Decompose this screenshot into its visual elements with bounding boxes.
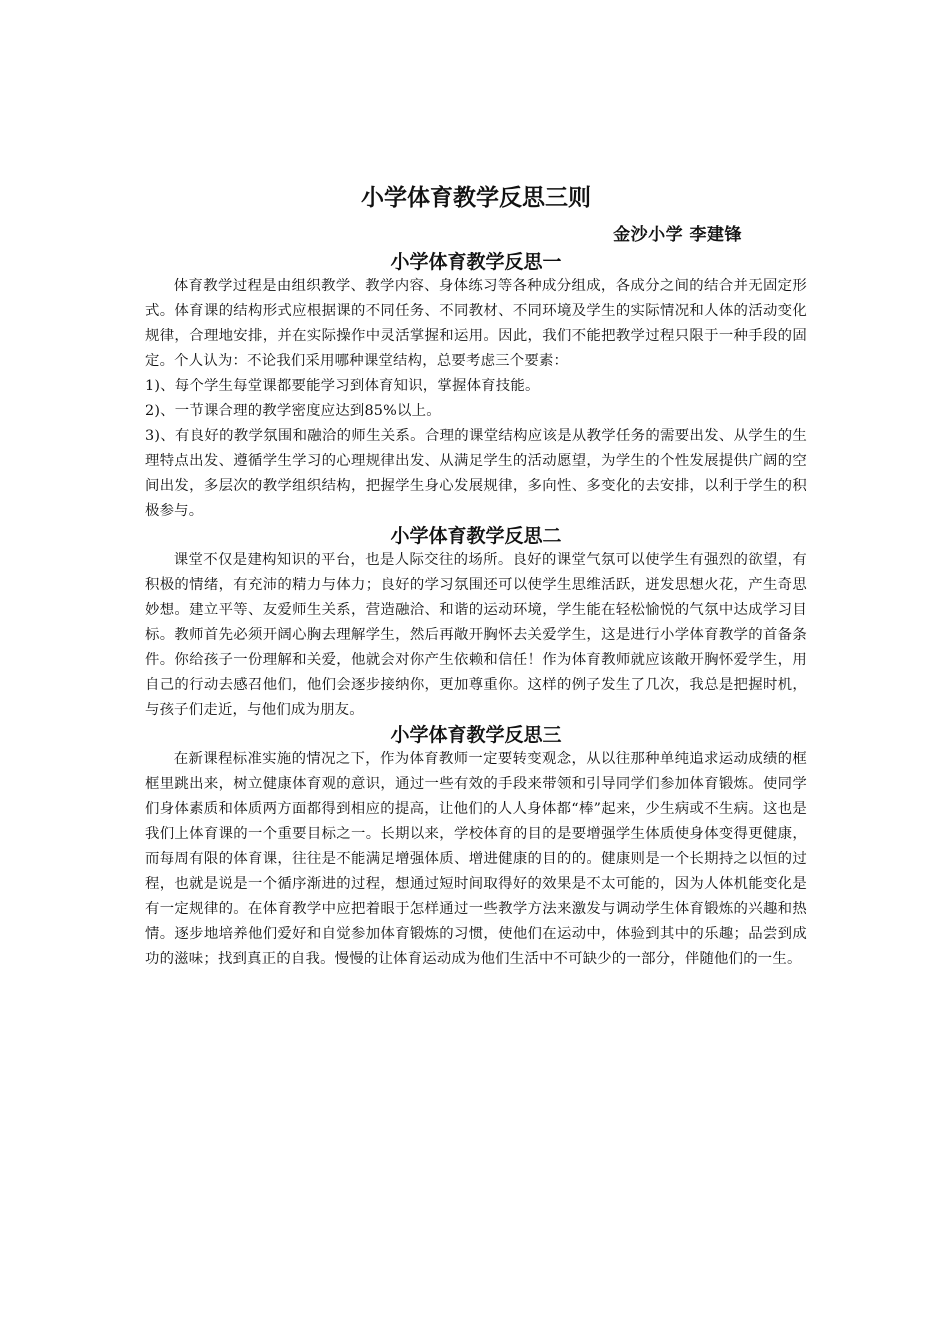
- section-2-body: 课堂不仅是建构知识的平台，也是人际交往的场所。良好的课堂气氛可以使学生有强烈的欲望，有积极的情绪，有充沛的精力与体力；良好的学习氛围还可以使学生思维活跃，迸发思想火花，产生奇思妙想。建立平等、友爱师生关系，营造融洽、和谐的运动环境，学生能在轻松愉悦的气氛中达成学习目标。教师首先必须开阔心胸去理解学生，然后再敞开胸怀去关爱学生，这是进行小学体育教学的首备条件。你给孩子一份理解和关爱，他就会对你产生依赖和信任！作为体育教师就应该敞开胸怀爱学生，用自己的行动去感召他们，他们会逐步接纳你，更加尊重你。这样的例子发生了几次，我总是把握时机，与孩子们走近，与他们成为朋友。: [145, 552, 807, 718]
- author-line: 金沙小学 李建锋: [613, 225, 742, 245]
- section-heading-2: 小学体育教学反思二: [390, 525, 562, 547]
- section-3-body: 在新课程标准实施的情况之下，作为体育教师一定要转变观念，从以往那种单纯追求运动成绩的框框里跳出来，树立健康体育观的意识，通过一些有效的手段来带领和引导同学们参加体育锻炼。使同学们身体素质和体质两方面都得到相应的提高，让他们的人人身体都“棒”起来，少生病或不生病。这也是我们上体育课的一个重要目标之一。长期以来，学校体育的目的是要增强学生体质使身体变得更健康，而每周有限的体育课，往往是不能满足增强体质、增进健康的目的的。健康则是一个长期持之以恒的过程，也就是说是一个循序渐进的过程，想通过短时间取得好的效果是不太可能的，因为人体机能变化是有一定规律的。在体育教学中应把着眼于怎样通过一些教学方法来激发与调动学生体育锻炼的兴趣和热情。逐步地培养他们爱好和自觉参加体育锻炼的习惯，使他们在运动中，体验到其中的乐趣；品尝到成功的滋味；找到真正的自我。慢慢的让体育运动成为他们生活中不可缺少的一部分，伴随他们的一生。: [145, 751, 807, 967]
- document-title: 小学体育教学反思三则: [361, 185, 591, 211]
- section-1-intro: 体育教学过程是由组织教学、教学内容、身体练习等各种成分组成，各成分之间的结合并无固定形式。体育课的结构形式应根据课的不同任务、不同教材、不同环境及学生的实际情况和人体的活动变化规律，合理地安排，并在实际操作中灵活掌握和运用。因此，我们不能把教学过程只限于一种手段的固定。个人认为：不论我们采用哪种课堂结构，总要考虑三个要素：: [145, 278, 807, 369]
- section-1-item-2: 2)、一节课合理的教学密度应达到85%以上。: [145, 403, 441, 419]
- section-heading-3: 小学体育教学反思三: [390, 724, 562, 746]
- section-heading-1: 小学体育教学反思一: [390, 251, 562, 273]
- document-page: [145, 178, 807, 972]
- section-1-item-1: 1)、每个学生每堂课都要能学习到体育知识，掌握体育技能。: [145, 378, 540, 394]
- section-1-item-3: 3)、有良好的教学氛围和融洽的师生关系。合理的课堂结构应该是从教学任务的需要出发、从学生的生理特点出发、遵循学生学习的心理规律出发、从满足学生的活动愿望，为学生的个性发展提供广阔的空间出发，多层次的教学组织结构，把握学生身心发展规律，多向性、多变化的去安排，以利于学生的积极参与。: [145, 428, 807, 519]
